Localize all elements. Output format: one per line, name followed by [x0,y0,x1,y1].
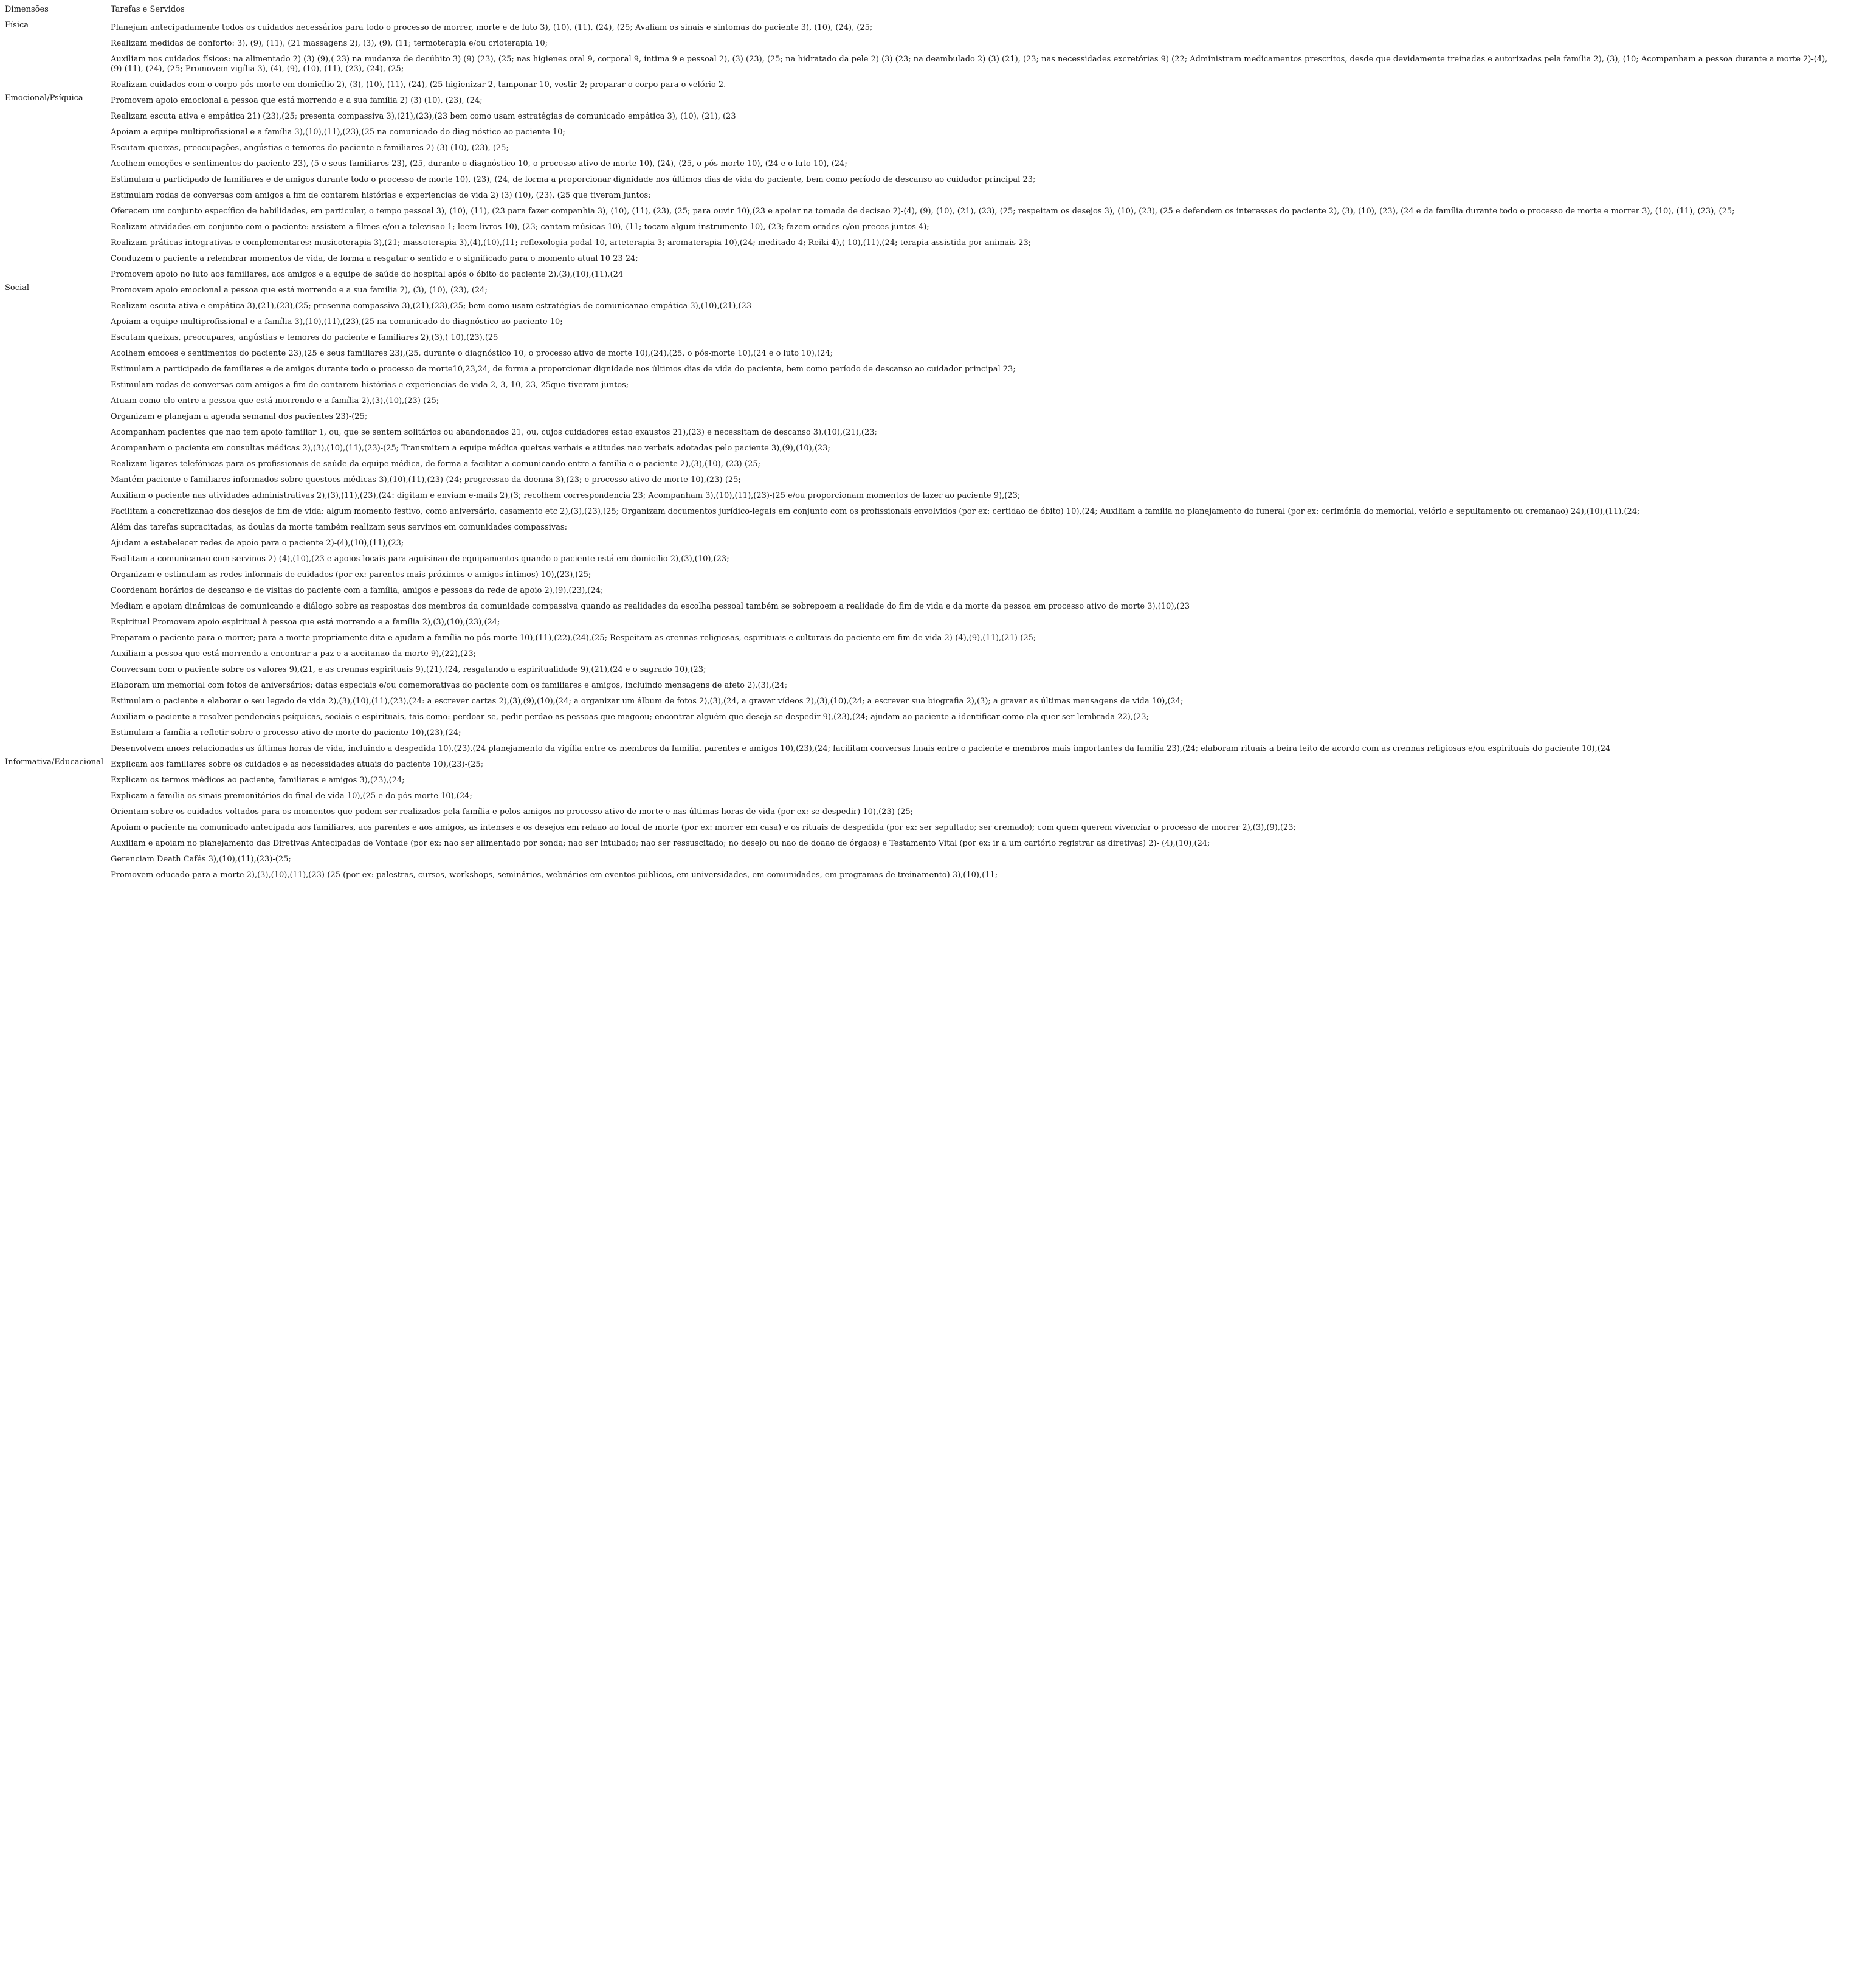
task-row: Promovem apoio emocional a pessoa que está morrendo e a sua família 2) (3) (10), (23), (24; [111,96,483,105]
table-header [5,5,1847,21]
task-row: Apoiam a equipe multiprofissional e a família 3),(10),(11),(23),(25 na comunicado do diag nóstico ao paciente 10; [111,128,565,137]
task-row: Explicam aos familiares sobre os cuidados e as necessidades atuais do paciente 10),(23)-(25; [111,760,484,769]
dimension-label: Social [5,283,30,292]
dimension-section [5,94,1847,283]
task-row: Elaboram um memorial com fotos de aniversários; datas especiais e/ou comemorativas do paciente com os familiares e amigos, incluindo mensagens de afeto 2),(3),(24; [111,681,788,690]
task-row: Acolhem emoções e sentimentos do paciente 23), (5 e seus familiares 23), (25, durante o diagnóstico 10, o processo ativo de morte 10), (24), (25, o pós-morte 10), (24 e o luto 10), (24; [111,159,847,168]
task-row: Realizam medidas de conforto: 3), (9), (11), (21 massagens 2), (3), (9), (11; termoterapia e/ou crioterapia 10; [111,39,548,48]
task-row: Promovem educado para a morte 2),(3),(10),(11),(23)-(25 (por ex: palestras, cursos, workshops, seminários, webnários em eventos públicos, em universidades, em comunidades, em programas de treinamento) 3),(10),(11; [111,871,998,880]
task-row: Promovem apoio emocional a pessoa que está morrendo e a sua família 2), (3), (10), (23), (24; [111,286,488,295]
task-row: Escutam queixas, preocupações, angústias e temores do paciente e familiares 2) (3) (10), (23), (25; [111,143,509,153]
task-row: Explicam a família os sinais premonitórios do final de vida 10),(25 e do pós-morte 10),(24; [111,792,472,801]
task-row: Espiritual Promovem apoio espiritual à pessoa que está morrendo e a família 2),(3),(10),(23),(24; [111,618,500,627]
task-row: Organizam e estimulam as redes informais de cuidados (por ex: parentes mais próximos e amigos íntimos) 10),(23),(25; [111,570,591,579]
task-row: Mediam e apoiam dinámicas de comunicando e diálogo sobre as respostas dos membros da comunidade compassiva quando as realidades da escolha pessoal também se sobrepoem a realidade do fim de vida e da morte da pessoa em processo ativo de morte 3),(10),(23 [111,602,1190,611]
task-row: Organizam e planejam a agenda semanal dos pacientes 23)-(25; [111,412,368,421]
table-body [5,21,1847,884]
task-row: Facilitam a concretizanao dos desejos de fim de vida: algum momento festivo, como aniversário, casamento etc 2),(3),(23),(25; Organizam documentos jurídico-legais em conjunto com os profissionais envolvidos (por ex: certidao de óbito) 10),(24; Auxiliam a família no planejamento do funeral (por ex: cerimónia do memorial, velório e sepultamento ou cremanao) 24),(10),(11),(24; [111,507,1640,516]
task-row: Estimulam rodas de conversas com amigos a fim de contarem histórias e experiencias de vida 2, 3, 10, 23, 25que tiveram juntos; [111,381,629,390]
task-row: Estimulam a participado de familiares e de amigos durante todo o processo de morte10,23,24, de forma a proporcionar dignidade nos últimos dias de vida do paciente, bem como período de descanso ao cuidador principal 23; [111,365,1016,374]
task-row: Além das tarefas supracitadas, as doulas da morte também realizam seus servinos em comunidades compassivas: [111,523,567,532]
dimension-label: Emocional/Psíquica [5,94,83,103]
task-row: Acompanham pacientes que nao tem apoio familiar 1, ou, que se sentem solitários ou abandonados 21, ou, cujos cuidadores estao exaustos 21),(23) e necessitam de descanso 3),(10),(21),(23; [111,428,877,437]
task-row: Conduzem o paciente a relembrar momentos de vida, de forma a resgatar o sentido e o significado para o momento atual 10 23 24; [111,254,638,263]
task-row: Apoiam o paciente na comunicado antecipada aos familiares, aos parentes e aos amigos, as intenses e os desejos em relaao ao local de morte (por ex: morrer em casa) e os rituais de despedida (por ex: ser sepultado; ser cremado); com quem querem vivenciar o processo de morrer 2),(3),(9),(23; [111,823,1296,832]
task-list [111,283,1847,758]
task-row: Estimulam rodas de conversas com amigos a fim de contarem histórias e experiencias de vida 2) (3) (10), (23), (25 que tiveram juntos; [111,191,651,200]
task-row: Realizam cuidados com o corpo pós-morte em domicílio 2), (3), (10), (11), (24), (25 higienizar 2, tamponar 10, vestir 2; preparar o corpo para o velório 2. [111,80,726,89]
task-row: Estimulam a participado de familiares e de amigos durante todo o processo de morte 10), (23), (24, de forma a proporcionar dignidade nos últimos dias de vida do paciente, bem como período de descanso ao cuidador principal 23; [111,175,1036,184]
task-row: Coordenam horários de descanso e de visitas do paciente com a família, amigos e pessoas da rede de apoio 2),(9),(23),(24; [111,586,604,595]
task-row: Gerenciam Death Cafés 3),(10),(11),(23)-(25; [111,855,291,864]
task-list [111,758,1847,884]
task-row: Apoiam a equipe multiprofissional e a família 3),(10),(11),(23),(25 na comunicado do diagnóstico ao paciente 10; [111,317,563,326]
dimension-section [5,758,1847,884]
task-row: Acompanham o paciente em consultas médicas 2),(3),(10),(11),(23)-(25; Transmitem a equipe médica queixas verbais e atitudes nao verbais adotadas pelo paciente 3),(9),(10),(23; [111,444,830,453]
task-row: Explicam os termos médicos ao paciente, familiares e amigos 3),(23),(24; [111,776,405,785]
dimension-section [5,21,1847,94]
task-row: Mantém paciente e familiares informados sobre questoes médicas 3),(10),(11),(23)-(24; progressao da doenna 3),(23; e processo ativo de morte 10),(23)-(25; [111,475,741,485]
task-row: Conversam com o paciente sobre os valores 9),(21, e as crennas espirituais 9),(21),(24, resgatando a espiritualidade 9),(21),(24 e o sagrado 10),(23; [111,665,706,674]
task-list [111,21,1847,94]
task-row: Auxiliam nos cuidados físicos: na alimentado 2) (3) (9),( 23) na mudanza de decúbito 3) (9) (23), (25; nas higienes oral 9, corporal 9, íntima 9 e pessoal 2), (3) (23), (25; na hidratado da pele 2) (3) (23; na deambulado 2) (3) (21), (23; nas necessidades excretórias 9) (22; Administram medicamentos prescritos, desde que devidamente treinadas e autorizadas pela família 2), (3), (10; Acompanham a pessoa durante a morte 2)-(4), (9)-(11), (24), (25; Promovem vigília 3), (4), (9), (10), (11), (23), (24), (25; [111,55,1828,74]
task-row: Estimulam o paciente a elaborar o seu legado de vida 2),(3),(10),(11),(23),(24: a escrever cartas 2),(3),(9),(10),(24; a organizar um álbum de fotos 2),(3),(24, a gravar vídeos 2),(3),(10),(24; a escrever sua biografia 2),(3); a gravar as últimas mensagens de vida 10),(24; [111,697,1184,706]
task-row: Escutam queixas, preocupares, angústias e temores do paciente e familiares 2),(3),( 10),(23),(25 [111,333,498,342]
task-row: Realizam escuta ativa e empática 3),(21),(23),(25; presenna compassiva 3),(21),(23),(25; bem como usam estratégias de comunicanao empática 3),(10),(21),(23 [111,302,752,311]
task-row: Promovem apoio no luto aos familiares, aos amigos e a equipe de saúde do hospital após o óbito do paciente 2),(3),(10),(11),(24 [111,270,624,279]
task-row: Atuam como elo entre a pessoa que está morrendo e a família 2),(3),(10),(23)-(25; [111,396,439,406]
dimension-header: Dimensões [5,5,49,14]
task-row: Acolhem emooes e sentimentos do paciente 23),(25 e seus familiares 23),(25, durante o diagnóstico 10, o processo ativo de morte 10),(24),(25, o pós-morte 10),(24 e o luto 10),(24; [111,349,833,358]
dimension-label: Informativa/Educacional [5,758,104,767]
task-row: Planejam antecipadamente todos os cuidados necessários para todo o processo de morrer, morte e de luto 3), (10), (11), (24), (25; Avaliam os sinais e sintomas do paciente 3), (10), (24), (25; [111,23,873,32]
task-row: Realizam escuta ativa e empática 21) (23),(25; presenta compassiva 3),(21),(23),(23 bem como usam estratégias de comunicado empática 3), (10), (21), (23 [111,112,736,121]
task-row: Auxiliam e apoiam no planejamento das Diretivas Antecipadas de Vontade (por ex: nao ser alimentado por sonda; nao ser intubado; nao ser ressuscitado; no desejo ou nao de doaao de órgaos) e Testamento Vital (por ex: ir a um cartório registrar as diretivas) 2)- (4),(10),(24; [111,839,1210,848]
dimension-label: Física [5,21,29,30]
task-row: Facilitam a comunicanao com servinos 2)-(4),(10),(23 e apoios locais para aquisinao de equipamentos quando o paciente está em domicilio 2),(3),(10),(23; [111,554,729,564]
task-row: Orientam sobre os cuidados voltados para os momentos que podem ser realizados pela família e pelos amigos no processo ativo de morte e nas últimas horas de vida (por ex: se despedir) 10),(23)-(25; [111,807,914,816]
task-row: Auxiliam o paciente nas atividades administrativas 2),(3),(11),(23),(24: digitam e enviam e-mails 2),(3; recolhem correspondencia 23; Acompanham 3),(10),(11),(23)-(25 e/ou proporcionam momentos de lazer ao paciente 9),(23; [111,491,1021,500]
task-list [111,94,1847,283]
task-row: Auxiliam o paciente a resolver pendencias psíquicas, sociais e espirituais, tais como: perdoar-se, pedir perdao as pessoas que magoou; encontrar alguém que deseja se despedir 9),(23),(24; ajudam ao paciente a identificar como ela quer ser lembrada 22),(23; [111,713,1149,722]
task-row: Auxiliam a pessoa que está morrendo a encontrar a paz e a aceitanao da morte 9),(22),(23; [111,649,477,658]
task-row: Estimulam a família a refletir sobre o processo ativo de morte do paciente 10),(23),(24; [111,728,461,737]
task-row: Realizam práticas integrativas e complementares: musicoterapia 3),(21; massoterapia 3),(4),(10),(11; reflexologia podal 10, arteterapia 3; aromaterapia 10),(24; meditado 4; Reiki 4),( 10),(11),(24; terapia assistida por animais 23; [111,238,1032,247]
task-row: Preparam o paciente para o morrer; para a morte propriamente dita e ajudam a família no pós-morte 10),(11),(22),(24),(25; Respeitam as crennas religiosas, espirituais e culturais do paciente em fim de vida 2)-(4),(9),(11),(21)-(25; [111,633,1036,643]
document [5,5,1847,884]
task-row: Desenvolvem anoes relacionadas as últimas horas de vida, incluindo a despedida 10),(23),(24 planejamento da vigília entre os membros da família, parentes e amigos 10),(23),(24; facilitam conversas finais entre o paciente e membros mais importantes da família 23),(24; elaboram rituais a beira leito de acordo com as crennas religiosas e/ou espirituais do paciente 10),(24 [111,744,1611,753]
task-row: Realizam atividades em conjunto com o paciente: assistem a filmes e/ou a televisao 1; leem livros 10), (23; cantam músicas 10), (11; tocam algum instrumento 10), (23; fazem orades e/ou preces juntos 4); [111,223,929,232]
tasks-header: Tarefas e Servidos [111,5,185,14]
task-row: Ajudam a estabelecer redes de apoio para o paciente 2)-(4),(10),(11),(23; [111,539,404,548]
task-row: Oferecem um conjunto específico de habilidades, em particular, o tempo pessoal 3), (10), (11), (23 para fazer companhia 3), (10), (11), (23), (25; para ouvir 10),(23 e apoiar na tomada de decisao 2)-(4), (9), (10), (21), (23), (25; respeitam os desejos 3), (10), (23), (25 e defendem os interesses do paciente 2), (3), (10), (23), (24 e da família durante todo o processo de morte e morrer 3), (10), (11), (23), (25; [111,207,1735,216]
task-row: Realizam ligares telefónicas para os profissionais de saúde da equipe médica, de forma a facilitar a comunicando entre a família e o paciente 2),(3),(10), (23)-(25; [111,460,761,469]
dimension-section [5,283,1847,758]
